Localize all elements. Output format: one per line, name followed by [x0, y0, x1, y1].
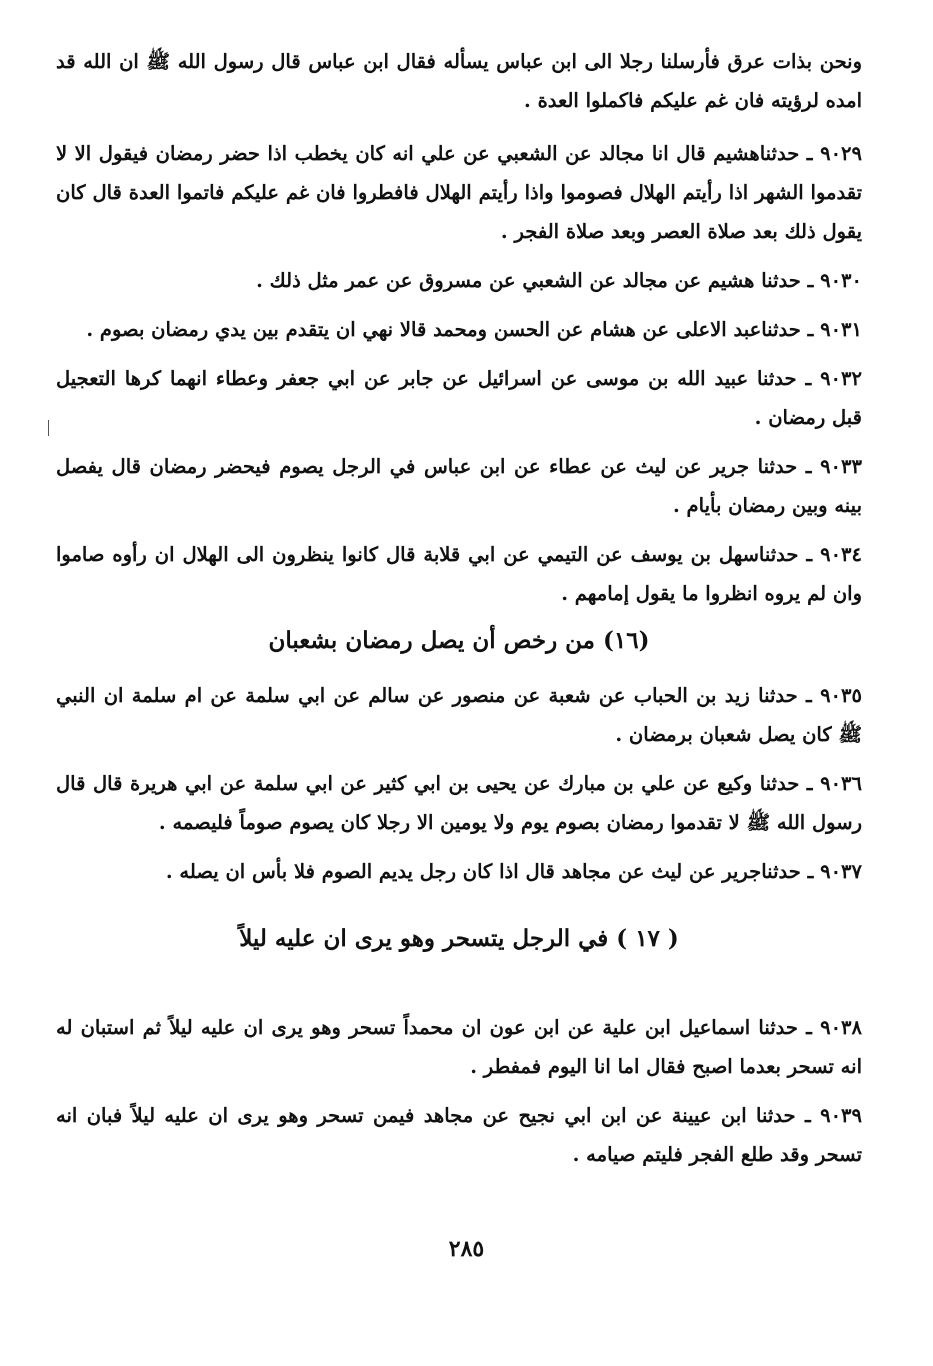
section-heading-16: (١٦) من رخص أن يصل رمضان بشعبان — [268, 627, 650, 654]
hadith-text: ـ حدثناهشيم قال انا مجالد عن الشعبي عن علي انه كان يخطب اذا حضر رمضان فيقول الا لا تقدموا الشهر اذا رأيتم الهلال فصوموا واذا رأيتم الهلال فافطروا فان غم عليكم فاتموا العدة قال كان يقول ذلك بعد صلاة العصر وبعد صلاة الفجر . — [56, 142, 862, 243]
scan-edge-mark — [48, 420, 49, 436]
hadith-number: ٩٠٣٢ — [820, 367, 862, 390]
hadith-9032 — [56, 359, 862, 437]
hadith-9034 — [56, 535, 862, 613]
hadith-9039 — [56, 1096, 862, 1174]
hadith-9029 — [56, 134, 862, 251]
hadith-number: ٩٠٢٩ — [820, 142, 862, 165]
hadith-text: ـ حدثنا جرير عن ليث عن عطاء عن ابن عباس في الرجل يصوم فيحضر رمضان قال يفصل بينه وبين رمضان بأيام . — [56, 455, 862, 517]
hadith-9036 — [56, 764, 862, 842]
page-body — [56, 42, 862, 1184]
hadith-number: ٩٠٣٠ — [820, 269, 862, 292]
hadith-text: ـ حدثنا اسماعيل ابن علية عن ابن عون ان محمداً تسحر وهو يرى ان عليه ليلاً ثم استبان له انه تسحر بعدما اصبح فقال اما انا اليوم فمفطر . — [56, 1016, 862, 1078]
hadith-9035 — [56, 676, 862, 754]
hadith-text: ـ حدثنا وكيع عن علي بن مبارك عن يحيى بن ابي كثير عن ابي سلمة عن ابي هريرة قال قال رسول الله ﷺ لا تقدموا رمضان بصوم يوم ولا يومين الا رجلا كان يصوم صوماً فليصمه . — [56, 772, 862, 834]
hadith-number: ٩٠٣١ — [820, 318, 862, 341]
paragraph-text: ونحن بذات عرق فأرسلنا رجلا الى ابن عباس يسأله فقال ابن عباس قال رسول الله ﷺ ان الله قد امده لرؤيته فان غم عليكم فاكملوا العدة . — [56, 50, 862, 112]
hadith-number: ٩٠٣٩ — [820, 1104, 862, 1127]
hadith-text: ـ حدثنا ابن عيينة عن ابن ابي نجيح عن مجاهد فيمن تسحر وهو يرى ان عليه ليلاً فبان انه تسحر وقد طلع الفجر فليتم صيامه . — [56, 1104, 862, 1166]
hadith-9033 — [56, 447, 862, 525]
hadith-text: ـ حدثنا زيد بن الحباب عن شعبة عن منصور عن سالم عن ابي سلمة عن ام سلمة ان النبي ﷺ كان يصل شعبان برمضان . — [56, 684, 862, 746]
paragraph-continuation — [56, 42, 862, 120]
hadith-number: ٩٠٣٣ — [820, 455, 862, 478]
hadith-9030 — [56, 261, 862, 300]
hadith-text: ـ حدثناعبد الاعلى عن هشام عن الحسن ومحمد قالا نهي ان يتقدم بين يدي رمضان بصوم . — [86, 318, 814, 341]
hadith-text: ـ حدثنا هشيم عن مجالد عن الشعبي عن مسروق عن عمر مثل ذلك . — [256, 269, 814, 292]
hadith-9038 — [56, 1008, 862, 1086]
page-number: ٢٨٥ — [448, 1236, 485, 1262]
hadith-9031 — [56, 310, 862, 349]
hadith-number: ٩٠٣٨ — [820, 1016, 862, 1039]
hadith-text: ـ حدثناجرير عن ليث عن مجاهد قال اذا كان رجل يديم الصوم فلا بأس ان يصله . — [165, 860, 814, 883]
section-heading-17: ( ١٧ ) في الرجل يتسحر وهو يرى ان عليه ليلاً — [239, 925, 679, 952]
hadith-number: ٩٠٣٤ — [820, 543, 862, 566]
hadith-number: ٩٠٣٦ — [820, 772, 862, 795]
hadith-number: ٩٠٣٧ — [820, 860, 862, 883]
hadith-number: ٩٠٣٥ — [820, 684, 862, 707]
hadith-9037 — [56, 852, 862, 891]
hadith-text: ـ حدثنا عبيد الله بن موسى عن اسرائيل عن جابر عن ابي جعفر وعطاء انهما كرها التعجيل قبل رمضان . — [56, 367, 862, 429]
hadith-text: ـ حدثناسهل بن يوسف عن التيمي عن ابي قلابة قال كانوا ينظرون الى الهلال ان رأوه صاموا وان لم يروه انظروا ما يقول إمامهم . — [56, 543, 862, 605]
